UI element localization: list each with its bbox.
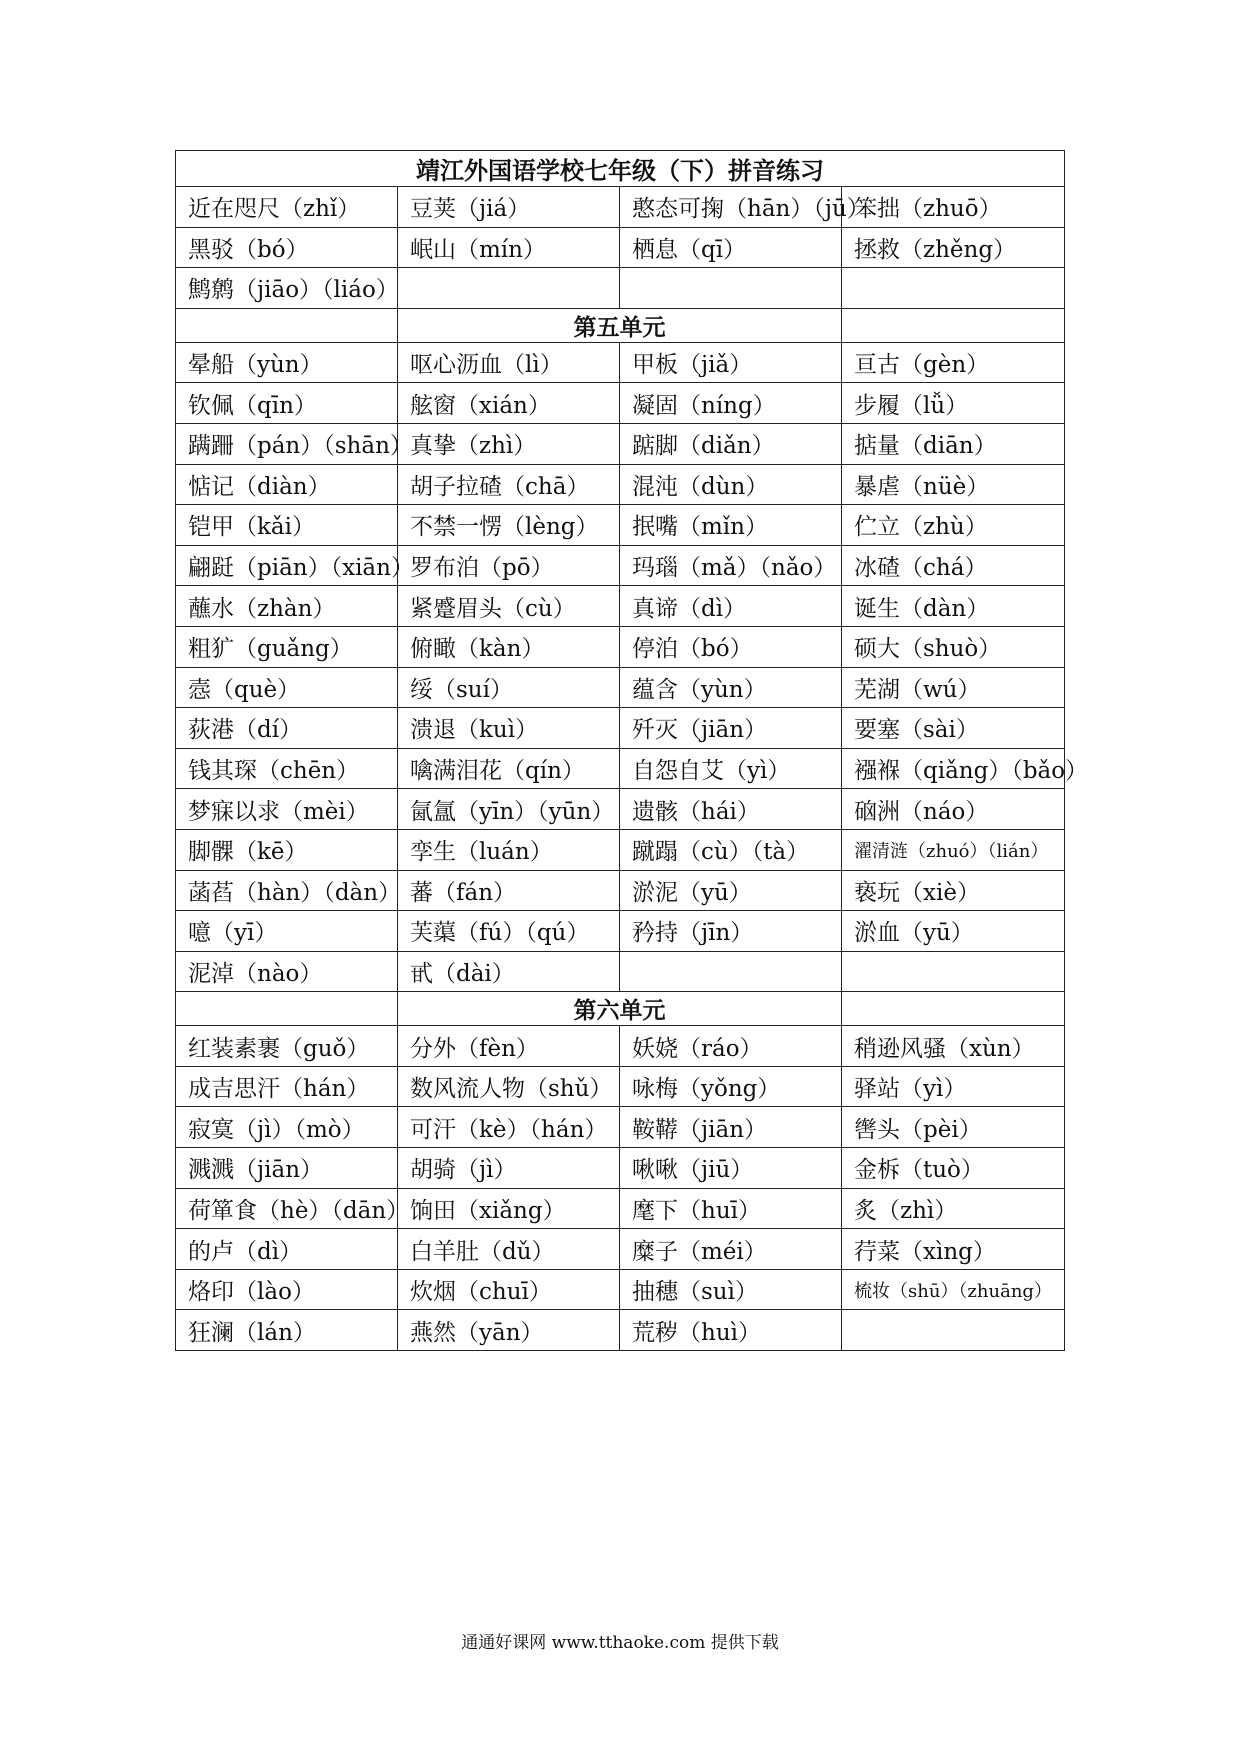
word-pinyin-cell: 噫（yī） <box>176 911 398 952</box>
empty-cell <box>620 951 842 992</box>
word-pinyin-cell: 停泊（bó） <box>620 626 842 667</box>
word-pinyin-cell: 狂澜（lán） <box>176 1310 398 1351</box>
word-pinyin-cell: 鞍鞯（jiān） <box>620 1107 842 1148</box>
word-pinyin-cell: 淤泥（yū） <box>620 870 842 911</box>
table-row <box>176 187 1065 228</box>
word-pinyin-cell: 咏梅（yǒng） <box>620 1066 842 1107</box>
word-pinyin-cell: 红装素裹（guǒ） <box>176 1026 398 1067</box>
word-pinyin-cell: 金柝（tuò） <box>842 1148 1065 1189</box>
word-pinyin-cell: 泥淖（nào） <box>176 951 398 992</box>
table-row <box>176 1229 1065 1270</box>
word-pinyin-cell: 钦佩（qīn） <box>176 383 398 424</box>
word-pinyin-cell: 悫（què） <box>176 667 398 708</box>
word-pinyin-cell: 甲板（jiǎ） <box>620 342 842 383</box>
word-pinyin-cell: 硕大（shuò） <box>842 626 1065 667</box>
word-pinyin-cell: 麾下（huī） <box>620 1188 842 1229</box>
empty-cell <box>176 992 398 1026</box>
word-pinyin-cell: 成吉思汗（hán） <box>176 1066 398 1107</box>
table-row <box>176 227 1065 268</box>
word-pinyin-cell: 濯清涟（zhuó）（lián） <box>842 829 1065 870</box>
word-pinyin-cell: 孪生（luán） <box>398 829 620 870</box>
table-row <box>176 1148 1065 1189</box>
table-row <box>176 464 1065 505</box>
table-row <box>176 545 1065 586</box>
table-row <box>176 870 1065 911</box>
word-pinyin-cell: 踮脚（diǎn） <box>620 423 842 464</box>
word-pinyin-cell: 呕心沥血（lì） <box>398 342 620 383</box>
word-pinyin-cell: 歼灭（jiān） <box>620 708 842 749</box>
empty-cell <box>620 268 842 309</box>
word-pinyin-cell: 近在咫尺（zhǐ） <box>176 187 398 228</box>
word-pinyin-cell: 俯瞰（kàn） <box>398 626 620 667</box>
word-pinyin-cell: 饷田（xiǎng） <box>398 1188 620 1229</box>
table-row <box>176 1026 1065 1067</box>
word-pinyin-cell: 真谛（dì） <box>620 586 842 627</box>
unit-heading: 第五单元 <box>398 308 842 342</box>
word-pinyin-cell: 甙（dài） <box>398 951 620 992</box>
word-pinyin-cell: 炊烟（chuī） <box>398 1269 620 1310</box>
unit-heading: 第六单元 <box>398 992 842 1026</box>
word-pinyin-cell: 舷窗（xián） <box>398 383 620 424</box>
word-pinyin-cell: 紧蹙眉头（cù） <box>398 586 620 627</box>
word-pinyin-cell: 黑驳（bó） <box>176 227 398 268</box>
word-pinyin-cell: 遗骸（hái） <box>620 789 842 830</box>
word-pinyin-cell: 抽穗（suì） <box>620 1269 842 1310</box>
table-row <box>176 829 1065 870</box>
word-pinyin-cell: 铠甲（kǎi） <box>176 505 398 546</box>
word-pinyin-cell: 白羊肚（dǔ） <box>398 1229 620 1270</box>
word-pinyin-cell: 荒秽（huì） <box>620 1310 842 1351</box>
word-pinyin-cell: 拯救（zhěng） <box>842 227 1065 268</box>
table-row <box>176 383 1065 424</box>
word-pinyin-cell: 荻港（dí） <box>176 708 398 749</box>
empty-cell <box>842 992 1065 1026</box>
word-pinyin-cell: 啾啾（jiū） <box>620 1148 842 1189</box>
word-pinyin-cell: 分外（fèn） <box>398 1026 620 1067</box>
table-row <box>176 748 1065 789</box>
word-pinyin-cell: 亘古（gèn） <box>842 342 1065 383</box>
word-pinyin-cell: 蕃（fán） <box>398 870 620 911</box>
word-pinyin-cell: 不禁一愣（lèng） <box>398 505 620 546</box>
table-row <box>176 789 1065 830</box>
word-pinyin-cell: 襁褓（qiǎng）（bǎo） <box>842 748 1065 789</box>
empty-cell <box>398 268 620 309</box>
table-row <box>176 1188 1065 1229</box>
word-pinyin-cell: 粗犷（guǎng） <box>176 626 398 667</box>
word-pinyin-cell: 荇菜（xìng） <box>842 1229 1065 1270</box>
word-pinyin-cell: 胡骑（jì） <box>398 1148 620 1189</box>
word-pinyin-cell: 蹴蹋（cù）（tà） <box>620 829 842 870</box>
table-row <box>176 626 1065 667</box>
word-pinyin-cell: 矜持（jīn） <box>620 911 842 952</box>
word-pinyin-cell: 稍逊风骚（xùn） <box>842 1026 1065 1067</box>
table-row <box>176 1310 1065 1351</box>
word-pinyin-cell: 步履（lǚ） <box>842 383 1065 424</box>
word-pinyin-cell: 晕船（yùn） <box>176 342 398 383</box>
word-pinyin-cell: 烙印（lào） <box>176 1269 398 1310</box>
word-pinyin-cell: 辔头（pèi） <box>842 1107 1065 1148</box>
footer-text: 通通好课网 www.tthaoke.com 提供下载 <box>461 1633 779 1653</box>
word-pinyin-cell: 鹪鹩（jiāo）（liáo） <box>176 268 398 309</box>
word-pinyin-cell: 暴虐（nüè） <box>842 464 1065 505</box>
word-pinyin-cell: 炙（zhì） <box>842 1188 1065 1229</box>
word-pinyin-cell: 蘸水（zhàn） <box>176 586 398 627</box>
word-pinyin-cell: 栖息（qī） <box>620 227 842 268</box>
table-row <box>176 1107 1065 1148</box>
word-pinyin-cell: 荷箪食（hè）（dān） <box>176 1188 398 1229</box>
word-pinyin-cell: 噙满泪花（qín） <box>398 748 620 789</box>
word-pinyin-cell: 自怨自艾（yì） <box>620 748 842 789</box>
empty-cell <box>842 951 1065 992</box>
table-row <box>176 586 1065 627</box>
word-pinyin-cell: 蹒跚（pán）（shān） <box>176 423 398 464</box>
word-pinyin-cell: 混沌（dùn） <box>620 464 842 505</box>
word-pinyin-cell: 溃退（kuì） <box>398 708 620 749</box>
word-pinyin-cell: 氤氲（yīn）（yūn） <box>398 789 620 830</box>
word-pinyin-cell: 妖娆（ráo） <box>620 1026 842 1067</box>
word-pinyin-cell: 脚髁（kē） <box>176 829 398 870</box>
word-pinyin-cell: 掂量（diān） <box>842 423 1065 464</box>
table-row <box>176 911 1065 952</box>
word-pinyin-cell: 憨态可掬（hān）（jū） <box>620 187 842 228</box>
unit5-header-row <box>176 308 1065 342</box>
empty-cell <box>842 268 1065 309</box>
word-pinyin-cell: 抿嘴（mǐn） <box>620 505 842 546</box>
word-pinyin-cell: 蕴含（yùn） <box>620 667 842 708</box>
table-row <box>176 1066 1065 1107</box>
word-pinyin-cell: 梦寐以求（mèi） <box>176 789 398 830</box>
word-pinyin-cell: 豆荚（jiá） <box>398 187 620 228</box>
pinyin-table <box>175 150 1089 1351</box>
empty-cell <box>176 308 398 342</box>
word-pinyin-cell: 诞生（dàn） <box>842 586 1065 627</box>
table-row <box>176 505 1065 546</box>
word-pinyin-cell: 芜湖（wú） <box>842 667 1065 708</box>
word-pinyin-cell: 绥（suí） <box>398 667 620 708</box>
word-pinyin-cell: 亵玩（xiè） <box>842 870 1065 911</box>
word-pinyin-cell: 数风流人物（shǔ） <box>398 1066 620 1107</box>
word-pinyin-cell: 驿站（yì） <box>842 1066 1065 1107</box>
word-pinyin-cell: 菡萏（hàn）（dàn） <box>176 870 398 911</box>
word-pinyin-cell: 燕然（yān） <box>398 1310 620 1351</box>
table-row <box>176 423 1065 464</box>
word-pinyin-cell: 惦记（diàn） <box>176 464 398 505</box>
word-pinyin-cell: 岷山（mín） <box>398 227 620 268</box>
table-row <box>176 708 1065 749</box>
word-pinyin-cell: 梳妆（shū）（zhuāng） <box>842 1269 1065 1310</box>
word-pinyin-cell: 硇洲（náo） <box>842 789 1065 830</box>
empty-cell <box>842 308 1065 342</box>
word-pinyin-cell: 笨拙（zhuō） <box>842 187 1065 228</box>
word-pinyin-cell: 溅溅（jiān） <box>176 1148 398 1189</box>
word-pinyin-cell: 伫立（zhù） <box>842 505 1065 546</box>
word-pinyin-cell: 淤血（yū） <box>842 911 1065 952</box>
word-pinyin-cell: 罗布泊（pō） <box>398 545 620 586</box>
table-row <box>176 342 1065 383</box>
word-pinyin-cell: 芙蕖（fú）（qú） <box>398 911 620 952</box>
table-title: 靖江外国语学校七年级（下）拼音练习 <box>176 151 1065 187</box>
word-pinyin-cell: 真挚（zhì） <box>398 423 620 464</box>
word-pinyin-cell: 翩跹（piān）（xiān） <box>176 545 398 586</box>
word-pinyin-cell: 糜子（méi） <box>620 1229 842 1270</box>
word-pinyin-cell: 寂寞（jì）（mò） <box>176 1107 398 1148</box>
title-row <box>176 151 1065 187</box>
word-pinyin-cell: 凝固（níng） <box>620 383 842 424</box>
empty-cell <box>842 1310 1065 1351</box>
unit6-header-row <box>176 992 1065 1026</box>
word-pinyin-cell: 可汗（kè）（hán） <box>398 1107 620 1148</box>
word-pinyin-cell: 的卢（dì） <box>176 1229 398 1270</box>
word-pinyin-cell: 要塞（sài） <box>842 708 1065 749</box>
word-pinyin-cell: 胡子拉碴（chā） <box>398 464 620 505</box>
word-pinyin-cell: 玛瑙（mǎ）（nǎo） <box>620 545 842 586</box>
word-pinyin-cell: 钱其琛（chēn） <box>176 748 398 789</box>
table-row <box>176 268 1065 309</box>
word-pinyin-cell: 冰碴（chá） <box>842 545 1065 586</box>
table-row <box>176 667 1065 708</box>
table-row <box>176 1269 1065 1310</box>
table-row <box>176 951 1065 992</box>
